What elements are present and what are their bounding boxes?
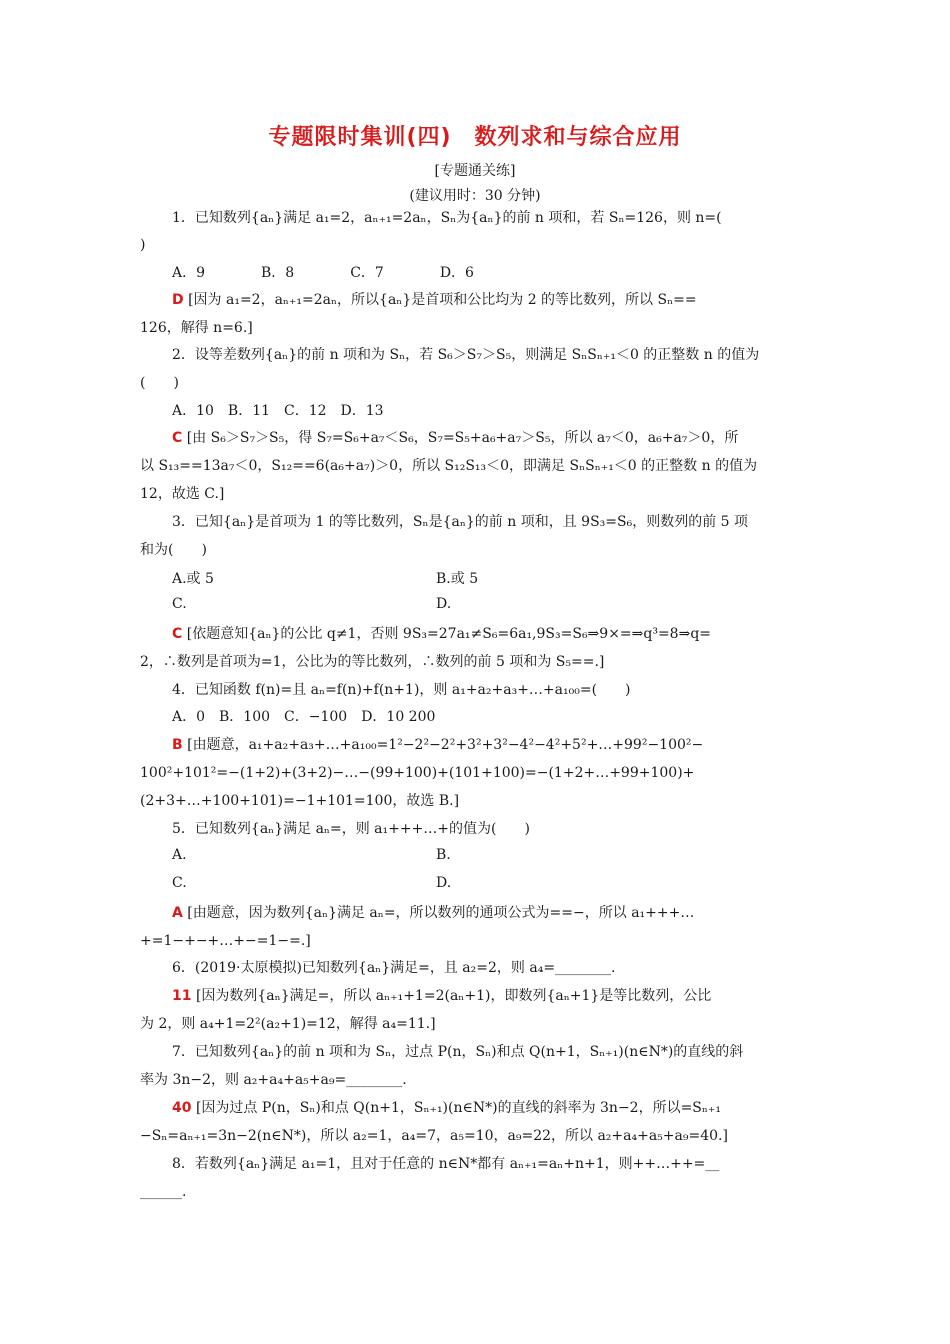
question-6-solution-cont: 为 2，则 a₄+1=2²(a₂+1)=12，解得 a₄=11.] [140,1016,436,1032]
question-2-options: A．10 B．11 C．12 D．13 [172,403,384,419]
answer-label: B [172,737,183,753]
question-1-stem: 1．已知数列{aₙ}满足 a₁=2，aₙ₊₁=2aₙ，Sₙ为{aₙ}的前 n 项和，若 Sₙ=126，则 n=( [172,210,722,226]
question-5-option-b: B. [436,847,451,863]
answer-label: A [172,905,183,921]
question-5-option-d: D. [436,875,452,891]
question-3-solution-cont: 2，∴数列是首项为=1，公比为的等比数列，∴数列的前 5 项和为 S₅==.] [140,654,605,670]
question-1-options: A．9 B．8 C．7 D．6 [172,265,474,281]
question-7-solution [172,1098,815,1118]
question-1-solution [172,290,815,310]
question-7-stem: 7．已知数列{aₙ}的前 n 项和为 Sₙ，过点 P(n，Sₙ)和点 Q(n+1，Sₙ₊₁)(n∈N*)的直线的斜 [172,1044,744,1060]
question-8-stem: 8．若数列{aₙ}满足 a₁=1，且对于任意的 n∈N*都有 aₙ₊₁=aₙ+n+1，则++…++=__ [172,1156,720,1172]
question-3-option-d: D. [436,596,452,612]
question-3-option-b: B.或 5 [436,571,479,587]
question-8-stem-cont: ______. [140,1184,187,1200]
question-3-solution [172,624,815,644]
solution-text: [由题意，a₁+a₂+a₃+…+a₁₀₀=1²−2²−2²+3²+3²−4²−4²+5²+…+99²−100²− [187,737,704,753]
question-6-stem: 6．(2019·太原模拟)已知数列{aₙ}满足=，且 a₂=2，则 a₄=________. [172,960,616,976]
question-5-solution [172,903,815,923]
solution-text: [依题意知{aₙ}的公比 q≠1，否则 9S₃=27a₁≠S₆=6a₁,9S₃=S₆⇒9×=⇒q³=8⇒q= [186,626,712,642]
question-4-solution [172,735,815,755]
question-2-stem: 2．设等差数列{aₙ}的前 n 项和为 Sₙ，若 S₆＞S₇＞S₅，则满足 SₙSₙ₊₁＜0 的正整数 n 的值为 [172,347,760,363]
question-4-options: A．0 B．100 C．−100 D．10 200 [172,709,436,725]
question-3-option-a: A.或 5 [172,571,214,587]
solution-text: [因为数列{aₙ}满足=，所以 aₙ₊₁+1=2(aₙ+1)，即数列{aₙ+1}是等比数列，公比 [195,988,712,1004]
question-2-solution [172,428,815,448]
answer-label: C [172,430,183,446]
question-2-stem-cont: ( ) [140,375,179,391]
solution-text: [由题意，因为数列{aₙ}满足 aₙ=，所以数列的通项公式为==−，所以 a₁+++… [187,905,695,921]
question-4-solution-cont: 100²+101²=−(1+2)+(3+2)−…−(99+100)+(101+100)=−(1+2+…+99+100)+ [140,765,695,781]
solution-text: [因为 a₁=2，aₙ₊₁=2aₙ，所以{aₙ}是首项和公比均为 2 的等比数列，所以 Sₙ== [188,292,697,308]
page-title: 专题限时集训(四) 数列求和与综合应用 [268,125,682,150]
question-6-solution [172,986,815,1006]
question-5-solution-cont: +=1−+−+…+−=1−=.] [140,933,311,949]
question-5-option-c: C. [172,875,187,891]
solution-text: [由 S₆＞S₇＞S₅，得 S₇=S₆+a₇＜S₆，S₇=S₅+a₆+a₇＞S₅，所以 a₇＜0，a₆+a₇＞0，所 [186,430,739,446]
answer-label: C [172,626,183,642]
question-4-solution-end: (2+3+…+100+101)=−1+101=100，故选 B.] [140,793,460,809]
time-note: (建议用时：30 分钟) [409,188,541,204]
question-3-stem: 3．已知{aₙ}是首项为 1 的等比数列，Sₙ是{aₙ}的前 n 项和，且 9S₃=S₆，则数列的前 5 项 [172,514,749,530]
question-1-stem-cont: ) [140,237,146,253]
question-5-option-a: A. [172,847,187,863]
solution-text: [因为过点 P(n，Sₙ)和点 Q(n+1，Sₙ₊₁)(n∈N*)的直线的斜率为 3n−2，所以=Sₙ₊₁ [195,1100,721,1116]
question-3-stem-cont: 和为( ) [140,542,207,558]
answer-label: 11 [172,988,192,1004]
answer-label: 40 [172,1100,192,1116]
question-7-solution-cont: −Sₙ=aₙ₊₁=3n−2(n∈N*)，所以 a₂=1，a₄=7，a₅=10，a₉=22，所以 a₂+a₄+a₅+a₉=40.] [140,1128,728,1144]
section-subtitle: [专题通关练] [434,163,516,179]
question-1-solution-cont: 126，解得 n=6.] [140,320,253,336]
answer-label: D [172,292,184,308]
question-3-option-c: C. [172,596,187,612]
question-5-stem: 5．已知数列{aₙ}满足 aₙ=，则 a₁+++…+的值为( ) [172,821,530,837]
question-4-stem: 4．已知函数 f(n)=且 aₙ=f(n)+f(n+1)，则 a₁+a₂+a₃+…+a₁₀₀=( ) [172,682,631,698]
question-7-stem-cont: 率为 3n−2，则 a₂+a₄+a₅+a₉=________. [140,1072,407,1088]
question-2-solution-end: 12，故选 C.] [140,486,225,502]
question-2-solution-cont: 以 S₁₃==13a₇＜0，S₁₂==6(a₆+a₇)＞0，所以 S₁₂S₁₃＜0，即满足 SₙSₙ₊₁＜0 的正整数 n 的值为 [140,458,758,474]
